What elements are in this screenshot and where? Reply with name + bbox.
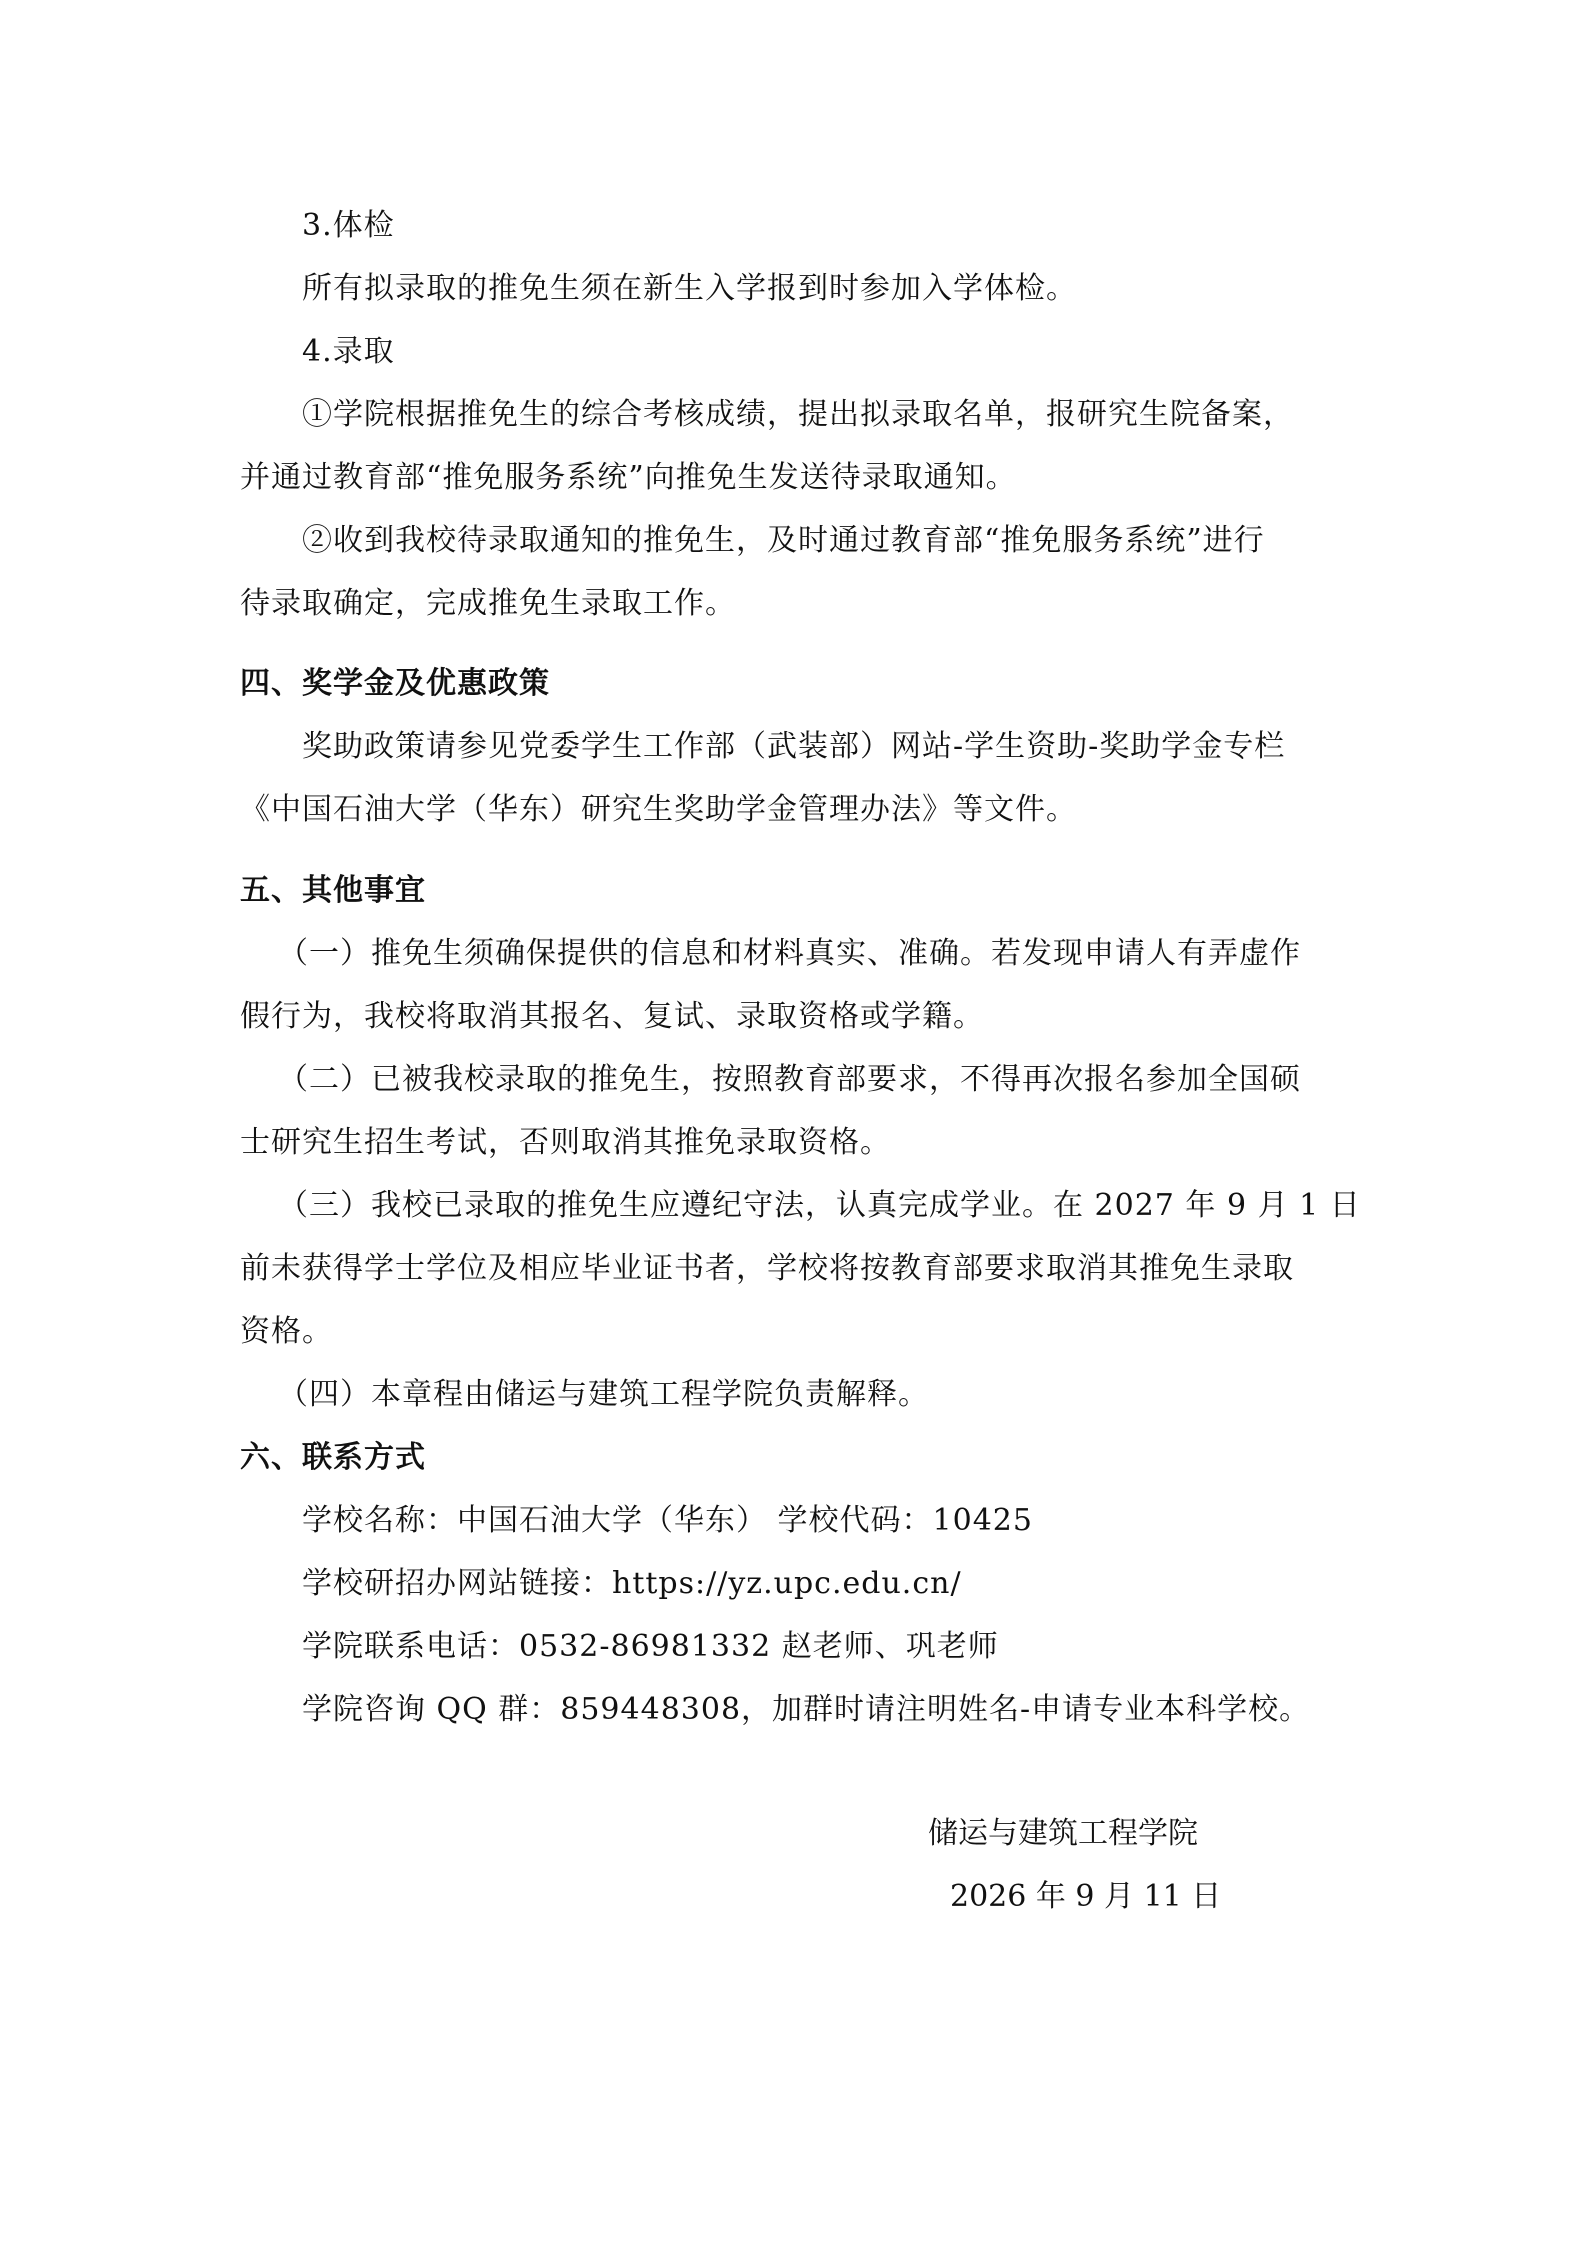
section5-item3-line2: 前未获得学士学位及相应毕业证书者，学校将按教育部要求取消其推免生录取 <box>240 1251 1294 1286</box>
signature-organization: 储运与建筑工程学院 <box>928 1816 1198 1851</box>
section6-heading: 六、联系方式 <box>240 1440 426 1475</box>
item3-title: 3.体检 <box>302 208 395 243</box>
section5-item1-line1: （一）推免生须确保提供的信息和材料真实、准确。若发现申请人有弄虚作 <box>278 936 1301 971</box>
section5-item2-line2: 士研究生招生考试，否则取消其推免录取资格。 <box>240 1125 891 1160</box>
item4-paragraph2-line1: ②收到我校待录取通知的推免生，及时通过教育部“推免服务系统”进行 <box>302 523 1265 558</box>
contact-school-line: 学校名称：中国石油大学（华东） 学校代码：10425 <box>302 1503 1033 1538</box>
section4-heading: 四、奖学金及优惠政策 <box>240 666 550 701</box>
section5-item2-line1: （二）已被我校录取的推免生，按照教育部要求，不得再次报名参加全国硕 <box>278 1062 1301 1097</box>
item4-paragraph1-line2: 并通过教育部“推免服务系统”向推免生发送待录取通知。 <box>240 460 1017 495</box>
section5-item3-line3: 资格。 <box>240 1314 333 1349</box>
section5-heading: 五、其他事宜 <box>240 873 426 908</box>
section4-line1: 奖助政策请参见党委学生工作部（武装部）网站-学生资助-奖助学金专栏 <box>302 729 1286 764</box>
signature-date: 2026 年 9 月 11 日 <box>950 1879 1222 1914</box>
section5-item3-line1: （三）我校已录取的推免生应遵纪守法，认真完成学业。在 2027 年 9 月 1 日 <box>278 1188 1361 1223</box>
section4-line2: 《中国石油大学（华东）研究生奖助学金管理办法》等文件。 <box>240 792 1077 827</box>
item4-paragraph1-line1: ①学院根据推免生的综合考核成绩，提出拟录取名单，报研究生院备案， <box>302 397 1294 432</box>
contact-qq-line: 学院咨询 QQ 群：859448308，加群时请注明姓名-申请专业本科学校。 <box>302 1692 1311 1727</box>
contact-website-line: 学校研招办网站链接：https://yz.upc.edu.cn/ <box>302 1566 962 1601</box>
section5-item4-line1: （四）本章程由储运与建筑工程学院负责解释。 <box>278 1377 929 1412</box>
section5-item1-line2: 假行为，我校将取消其报名、复试、录取资格或学籍。 <box>240 999 984 1034</box>
contact-phone-line: 学院联系电话：0532-86981332 赵老师、巩老师 <box>302 1629 999 1664</box>
item4-paragraph2-line2: 待录取确定，完成推免生录取工作。 <box>240 586 736 621</box>
item3-text: 所有拟录取的推免生须在新生入学报到时参加入学体检。 <box>302 271 1077 306</box>
item4-title: 4.录取 <box>302 334 395 369</box>
